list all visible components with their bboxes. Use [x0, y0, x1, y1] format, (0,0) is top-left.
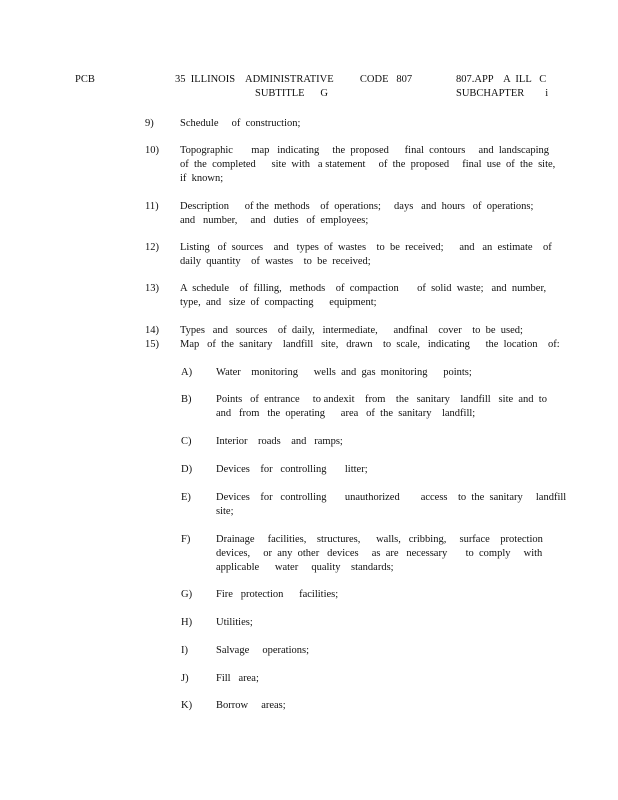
sub-item-text-line: Fill area;	[216, 673, 259, 684]
item-text-line: Topographic map indicating the proposed final contours and landscaping	[180, 145, 550, 156]
item-number: 9)	[145, 118, 154, 129]
sub-item-text-line: Fire protection facilities;	[216, 589, 339, 600]
sub-item-text-line: devices, or any other devices as are necessary to comply with	[216, 548, 543, 559]
sub-item-letter: J)	[181, 673, 189, 684]
agency-label: PCB	[75, 74, 95, 85]
item-text-line: A schedule of filling, methods of compaction of solid waste; and number,	[180, 283, 547, 294]
item-number: 11)	[145, 201, 159, 212]
sub-item-text-line: Devices for controlling litter;	[216, 464, 368, 475]
item-number: 10)	[145, 145, 159, 156]
item-number: 15)	[145, 339, 159, 350]
sub-item-text-line: applicable water quality standards;	[216, 562, 394, 573]
item-text-line: Listing of sources and types of wastes to be received; and an estimate of	[180, 242, 552, 253]
code-title: 35 ILLINOIS ADMINISTRATIVE CODE 807	[175, 74, 413, 85]
item-number: 12)	[145, 242, 159, 253]
sub-item-letter: D)	[181, 464, 193, 475]
item-text-line: and number, and duties of employees;	[180, 215, 369, 226]
subtitle: SUBTITLE G	[255, 88, 328, 99]
item-number: 14)	[145, 325, 159, 336]
sub-item-letter: K)	[181, 700, 193, 711]
item-text-line: Map of the sanitary landfill site, drawn to scale, indicating the location of:	[180, 339, 560, 350]
sub-item-letter: I)	[181, 645, 188, 656]
sub-item-text-line: Salvage operations;	[216, 645, 310, 656]
sub-item-letter: G)	[181, 589, 193, 600]
sub-item-letter: F)	[181, 534, 191, 545]
sub-item-text-line: Interior roads and ramps;	[216, 436, 343, 447]
sub-item-text-line: Water monitoring wells and gas monitoring points;	[216, 367, 472, 378]
sub-item-text-line: and from the operating area of the sanitary landfill;	[216, 408, 476, 419]
sub-item-letter: B)	[181, 394, 192, 405]
item-text-line: type, and size of compacting equipment;	[180, 297, 377, 308]
subchapter-ref: SUBCHAPTER i	[456, 88, 549, 99]
sub-item-text-line: Drainage facilities, structures, walls, cribbing, surface protection	[216, 534, 543, 545]
sub-item-letter: H)	[181, 617, 193, 628]
section-ref: 807.APP A ILL C	[456, 74, 547, 85]
item-text-line: daily quantity of wastes to be received;	[180, 256, 371, 267]
item-text-line: Types and sources of daily, intermediate, andfinal cover to be used;	[180, 325, 523, 336]
sub-item-text-line: Points of entrance to andexit from the sanitary landfill site and to	[216, 394, 547, 405]
sub-item-letter: C)	[181, 436, 192, 447]
item-text-line: of the completed site with a statement of the proposed final use of the site,	[180, 159, 556, 170]
item-text-line: if known;	[180, 173, 224, 184]
sub-item-letter: A)	[181, 367, 193, 378]
sub-item-text-line: Borrow areas;	[216, 700, 286, 711]
sub-item-text-line: Devices for controlling unauthorized access to the sanitary landfill	[216, 492, 567, 503]
sub-item-letter: E)	[181, 492, 191, 503]
sub-item-text-line: Utilities;	[216, 617, 253, 628]
item-number: 13)	[145, 283, 159, 294]
item-text-line: Description of the methods of operations; days and hours of operations;	[180, 201, 534, 212]
item-text-line: Schedule of construction;	[180, 118, 301, 129]
sub-item-text-line: site;	[216, 506, 234, 517]
